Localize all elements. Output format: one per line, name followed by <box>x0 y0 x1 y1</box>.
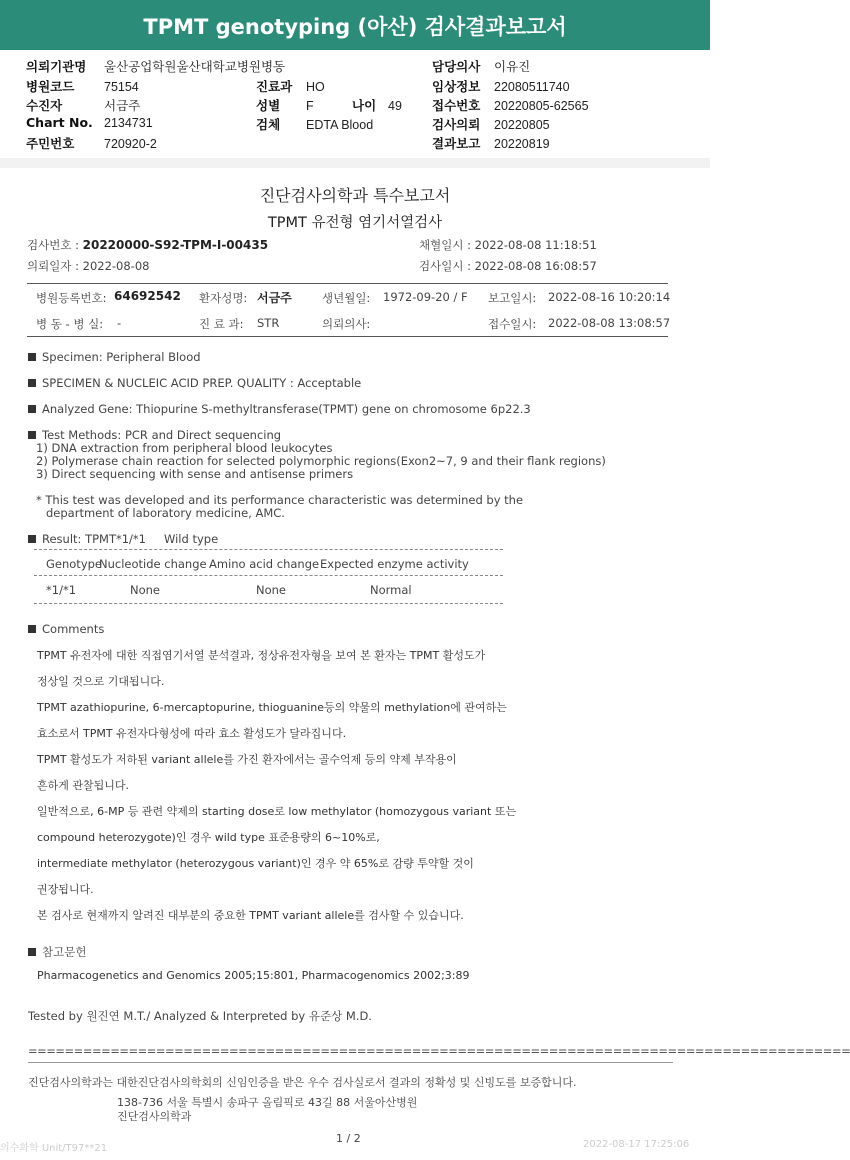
bullet-square-icon <box>28 379 36 387</box>
header-department: 진료과 HO <box>256 79 325 94</box>
comment-line: TPMT 활성도가 저하된 variant allele를 가진 환자에서는 골수억제 등의 약제 부작용이 <box>37 753 457 766</box>
specimen-line: Specimen: Peripheral Blood <box>28 350 201 364</box>
report-banner-title: TPMT genotyping (아산) 검사결과보고서 <box>143 15 567 39</box>
test-datetime: 검사일시 : 2022-08-08 16:08:57 <box>419 259 597 273</box>
header-chart-no: Chart No. 2134731 <box>26 115 153 130</box>
patient-name-label: 환자성명: <box>199 291 248 305</box>
gene-line: Analyzed Gene: Thiopurine S-methyltransferase(TPMT) gene on chromosome 6p22.3 <box>28 402 531 416</box>
references-title: 참고문헌 <box>28 944 86 960</box>
ward: - <box>117 316 122 330</box>
header-hospital-code: 병원코드 75154 <box>26 79 139 94</box>
method-1: 1) DNA extraction from peripheral blood leukocytes <box>36 441 333 455</box>
bullet-square-icon <box>28 405 36 413</box>
header-specimen: 검체 EDTA Blood <box>256 117 374 132</box>
td-amino-acid: None <box>256 583 287 597</box>
report-datetime: 2022-08-16 10:20:14 <box>548 290 671 304</box>
collection-datetime: 채혈일시 : 2022-08-08 11:18:51 <box>419 238 597 252</box>
faint-footer-right: 2022-08-17 17:25:06 <box>583 1139 690 1150</box>
divider-footer <box>28 1062 673 1063</box>
dob-label: 생년월일: <box>322 291 371 305</box>
bullet-square-icon <box>28 948 36 956</box>
department: STR <box>257 316 280 330</box>
comments-title: Comments <box>28 622 104 636</box>
footer-certification: 진단검사의학과는 대한진단검사의학회의 신임인증을 받은 우수 검사실로서 결과의 정확성 및 신빙도를 보증합니다. <box>28 1076 577 1089</box>
faint-footer-left: 의수화학 Unit/T97**21 <box>0 1143 108 1154</box>
comment-line: 정상일 것으로 기대됩니다. <box>37 675 165 688</box>
divider-top <box>27 283 668 284</box>
comment-line: TPMT azathiopurine, 6-mercaptopurine, thioguanine등의 약물의 methylation에 관여하는 <box>37 701 507 714</box>
th-nucleotide: Nucleotide change <box>99 557 207 571</box>
report-datetime-label: 보고일시: <box>488 291 537 305</box>
comment-line: 일반적으로, 6-MP 등 관련 약제의 starting dose로 low methylator (homozygous variant 또는 <box>37 805 517 818</box>
header-resident-no: 주민번호 720920-2 <box>26 136 157 151</box>
header-clinical-info: 임상정보 22080511740 <box>432 79 570 94</box>
note-line-2: department of laboratory medicine, AMC. <box>46 506 285 520</box>
exam-number: 검사번호 : 20220000-S92-TPM-I-00435 <box>27 238 269 252</box>
dob: 1972-09-20 / F <box>383 290 468 304</box>
comment-line: 본 검사로 현재까지 알려진 대부분의 중요한 TPMT variant allele를 검사할 수 있습니다. <box>37 909 464 922</box>
page-number: 1 / 2 <box>336 1132 361 1145</box>
header-age: 나이 49 <box>352 98 402 113</box>
bullet-square-icon <box>28 431 36 439</box>
header-request-date: 검사의뢰 20220805 <box>432 117 550 132</box>
header-patient: 수진자 서금주 <box>26 98 141 113</box>
reg-no: 64692542 <box>114 289 181 303</box>
table-bottom-rule <box>34 603 503 604</box>
receive-datetime-label: 접수일시: <box>488 317 537 331</box>
patient-name: 서금주 <box>257 291 292 305</box>
methods-title: Test Methods: PCR and Direct sequencing <box>28 428 281 442</box>
header-hospital: 의뢰기관명 울산공업학원울산대학교병원병동 <box>26 59 286 74</box>
td-genotype: *1/*1 <box>46 583 77 597</box>
referring-doctor-label: 의뢰의사: <box>322 317 371 331</box>
table-mid-rule <box>34 575 503 576</box>
references: Pharmacogenetics and Genomics 2005;15:801, Pharmacogenomics 2002;3:89 <box>37 969 470 982</box>
report-banner <box>0 0 710 50</box>
comment-line: TPMT 유전자에 대한 직접염기서열 분석결과, 정상유전자형을 보여 본 환자는 TPMT 활성도가 <box>37 649 486 662</box>
report-subtitle: TPMT 유전형 염기서열검사 <box>267 215 443 231</box>
receive-datetime: 2022-08-08 13:08:57 <box>548 316 671 330</box>
separator-line: ========================================================================================== <box>28 1044 850 1058</box>
header-report-date: 결과보고 20220819 <box>432 136 550 151</box>
td-enzyme: Normal <box>370 583 412 597</box>
footer-address: 138-736 서울 특별시 송파구 올림픽로 43길 88 서울아산병원 <box>117 1096 418 1109</box>
request-date: 의뢰일자 : 2022-08-08 <box>27 259 150 273</box>
td-nucleotide: None <box>130 583 161 597</box>
report-title: 진단검사의학과 특수보고서 <box>259 186 451 205</box>
header-receipt-no: 접수번호 20220805-62565 <box>432 98 589 113</box>
result-line: Result: TPMT*1/*1 Wild type <box>28 532 218 546</box>
page-separator-band <box>0 158 710 168</box>
th-amino-acid: Amino acid change <box>209 557 320 571</box>
quality-line: SPECIMEN & NUCLEIC ACID PREP. QUALITY : Acceptable <box>28 376 361 390</box>
comment-line: compound heterozygote)인 경우 wild type 표준용량의 6~10%로, <box>37 831 380 844</box>
table-top-rule <box>34 549 503 550</box>
footer-department: 진단검사의학과 <box>117 1110 192 1123</box>
th-genotype: Genotype <box>46 557 103 571</box>
reg-no-label: 병원등록번호: <box>36 291 107 305</box>
th-enzyme: Expected enzyme activity <box>320 557 469 571</box>
bullet-square-icon <box>28 625 36 633</box>
divider-patient <box>27 336 668 337</box>
comment-line: 흔하게 관찰됩니다. <box>37 779 130 792</box>
bullet-square-icon <box>28 353 36 361</box>
method-2: 2) Polymerase chain reaction for selected polymorphic regions(Exon2~7, 9 and their flank regions) <box>36 454 606 468</box>
header-doctor: 담당의사 이유진 <box>432 59 531 74</box>
note-line-1: * This test was developed and its performance characteristic was determined by the <box>36 493 524 507</box>
comment-line: intermediate methylator (heterozygous variant)인 경우 약 65%로 감량 투약할 것이 <box>37 857 474 870</box>
method-3: 3) Direct sequencing with sense and antisense primers <box>36 467 354 481</box>
comment-line: 권장됩니다. <box>37 883 94 896</box>
department-label: 진 료 과: <box>199 317 244 331</box>
header-sex: 성별 F <box>256 98 314 113</box>
comment-line: 효소로서 TPMT 유전자다형성에 따라 효소 활성도가 달라집니다. <box>37 727 347 740</box>
bullet-square-icon <box>28 535 36 543</box>
ward-label: 병 동 - 병 실: <box>36 317 104 331</box>
tested-by: Tested by 원진연 M.T./ Analyzed & Interpreted by 유준상 M.D. <box>28 1009 372 1023</box>
